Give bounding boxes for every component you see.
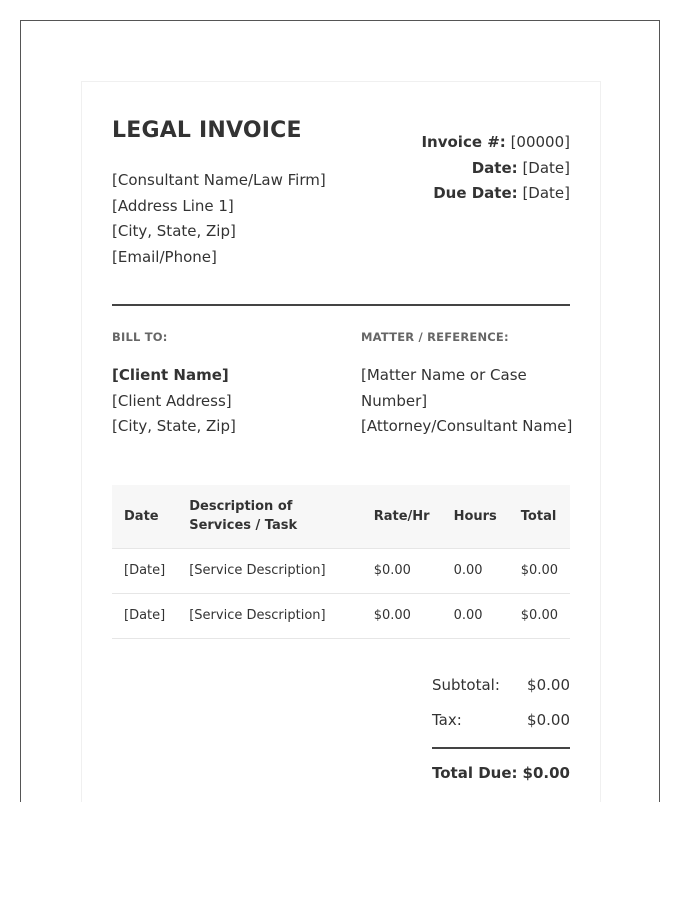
header-divider (112, 304, 570, 306)
row-rate: $0.00 (362, 593, 442, 638)
invoice-title: LEGAL INVOICE (112, 118, 302, 143)
client-city-state-zip: [City, State, Zip] (112, 417, 236, 435)
column-header-description: Description of Services / Task (189, 499, 298, 534)
subtotal-value: $0.00 (527, 676, 570, 694)
column-header-rate: Rate/Hr (373, 508, 430, 524)
tax-row (432, 711, 570, 729)
invoice-due-date-value: [Date] (522, 184, 570, 203)
tax-label: Tax: (432, 711, 462, 729)
services-table (112, 485, 570, 639)
sender-address: [Address Line 1] (112, 196, 234, 215)
bill-to-info (112, 363, 236, 440)
column-header-hours: Hours (453, 508, 497, 524)
client-name: [Client Name] (112, 366, 229, 384)
matter-info (361, 363, 576, 440)
tax-value: $0.00 (527, 711, 570, 729)
invoice-number-value: [00000] (510, 133, 570, 151)
matter-heading: MATTER / REFERENCE: (361, 330, 509, 344)
invoice-number-line (421, 130, 570, 156)
table-header-row (112, 485, 570, 548)
total-due-row (432, 764, 570, 782)
invoice-date-value: [Date] (522, 158, 570, 177)
sender-city-state-zip: [City, State, Zip] (112, 222, 236, 241)
row-total: $0.00 (509, 593, 570, 638)
invoice-date-label: Date: (471, 158, 518, 177)
subtotal-row (432, 676, 570, 694)
invoice-due-date-line (421, 181, 570, 207)
row-date: [Date] (112, 593, 177, 638)
invoice-date-line (421, 156, 570, 182)
row-rate: $0.00 (362, 548, 442, 593)
column-header-total: Total (520, 508, 557, 524)
column-header-date: Date (124, 508, 159, 524)
sender-name: [Consultant Name/Law Firm] (112, 171, 326, 189)
bill-to-heading: BILL TO: (112, 330, 168, 344)
invoice-number-label: Invoice #: (421, 133, 506, 151)
sender-contact: [Email/Phone] (112, 248, 217, 267)
invoice-due-date-label: Due Date: (433, 184, 518, 203)
subtotal-label: Subtotal: (432, 676, 500, 694)
row-description: [Service Description] (177, 548, 361, 593)
row-hours: 0.00 (442, 548, 509, 593)
row-total: $0.00 (509, 548, 570, 593)
total-due-value: $0.00 (522, 764, 570, 782)
row-description: [Service Description] (177, 593, 361, 638)
table-row (112, 548, 570, 593)
invoice-meta (421, 130, 570, 207)
sender-info (112, 168, 326, 271)
matter-name: [Matter Name or Case Number] (361, 366, 527, 410)
matter-attorney: [Attorney/Consultant Name] (361, 417, 573, 435)
client-address: [Client Address] (112, 391, 232, 410)
table-row (112, 593, 570, 638)
total-due-label: Total Due: (432, 764, 518, 782)
row-date: [Date] (112, 548, 177, 593)
row-hours: 0.00 (442, 593, 509, 638)
totals-divider (432, 747, 570, 749)
